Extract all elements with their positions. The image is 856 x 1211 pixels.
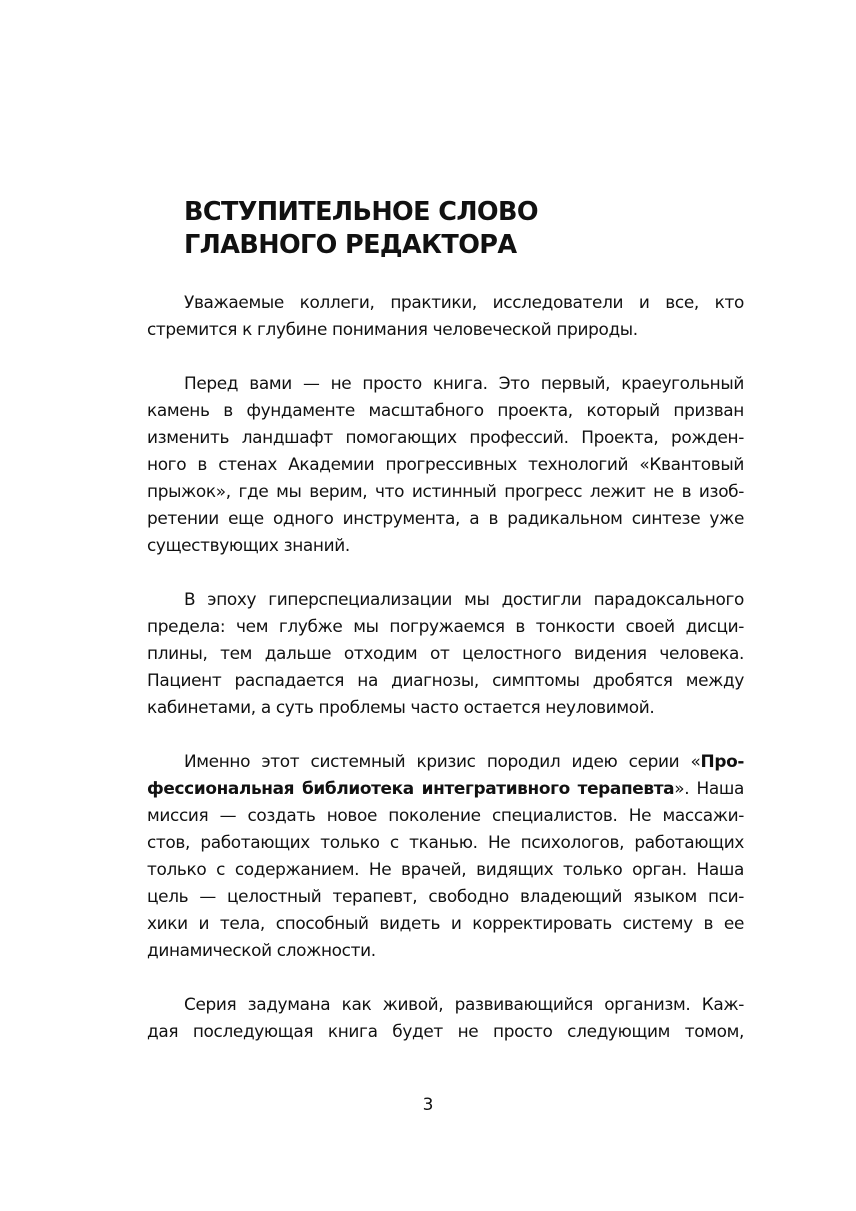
paragraph-introduction bbox=[147, 370, 744, 559]
title-line-1: ВСТУПИТЕЛЬНОЕ СЛОВО bbox=[184, 197, 538, 227]
text-line: хики и тела, способный видеть и корректировать систему в ее bbox=[147, 913, 744, 933]
paragraph-series-organism bbox=[147, 991, 744, 1045]
text-line: В эпоху гиперспециализации мы достигли парадоксального bbox=[184, 589, 744, 609]
paragraph-greeting bbox=[147, 289, 744, 343]
text-line: камень в фундаменте масштабного проекта, который призван bbox=[147, 400, 744, 420]
text-line: Пациент распадается на диагнозы, симптомы дробятся между bbox=[147, 670, 744, 690]
series-title-bold: фессиональная библиотека интегративного терапевта bbox=[147, 778, 675, 798]
text-line: ретении еще одного инструмента, а в радикальном синтезе уже bbox=[147, 508, 744, 528]
text-line: ного в стенах Академии прогрессивных технологий «Квантовый bbox=[147, 454, 744, 474]
text-run: ». Наша bbox=[674, 778, 745, 798]
text-line: Перед вами — не просто книга. Это первый, краеугольный bbox=[184, 373, 744, 393]
text-line: существующих знаний. bbox=[147, 535, 350, 555]
text-line bbox=[147, 775, 744, 802]
body-text bbox=[147, 289, 744, 1072]
text-line: стремится к глубине понимания человеческой природы. bbox=[147, 319, 638, 339]
text-line: кабинетами, а суть проблемы часто остается неуловимой. bbox=[147, 697, 655, 717]
text-line: динамической сложности. bbox=[147, 940, 376, 960]
text-line: дая последующая книга будет не просто следующим томом, bbox=[147, 1021, 744, 1041]
text-line: стов, работающих только с тканью. Не психологов, работающих bbox=[147, 832, 744, 852]
page-number: 3 bbox=[422, 1095, 434, 1115]
paragraph-specialization bbox=[147, 586, 744, 721]
text-line bbox=[147, 748, 744, 775]
text-line: изменить ландшафт помогающих профессий. Проекта, рожден- bbox=[147, 427, 744, 447]
text-line: цель — целостный терапевт, свободно владеющий языком пси- bbox=[147, 886, 744, 906]
text-line: миссия — создать новое поколение специалистов. Не массажи- bbox=[147, 805, 744, 825]
text-line: Уважаемые коллеги, практики, исследователи и все, кто bbox=[184, 292, 744, 312]
text-line: только с содержанием. Не врачей, видящих только орган. Наша bbox=[147, 859, 744, 879]
text-line: Серия задумана как живой, развивающийся организм. Каж- bbox=[184, 994, 744, 1014]
paragraph-series-mission bbox=[147, 748, 744, 964]
title-line-2: ГЛАВНОГО РЕДАКТОРА bbox=[184, 230, 517, 260]
text-line: плины, тем дальше отходим от целостного видения человека. bbox=[147, 643, 744, 663]
text-line: прыжок», где мы верим, что истинный прогресс лежит не в изоб- bbox=[147, 481, 744, 501]
series-title-bold: Про- bbox=[700, 751, 744, 771]
page-title bbox=[184, 196, 744, 262]
text-run: Именно этот системный кризис породил идею серии « bbox=[184, 751, 701, 771]
text-line: предела: чем глубже мы погружаемся в тонкости своей дисци- bbox=[147, 616, 744, 636]
